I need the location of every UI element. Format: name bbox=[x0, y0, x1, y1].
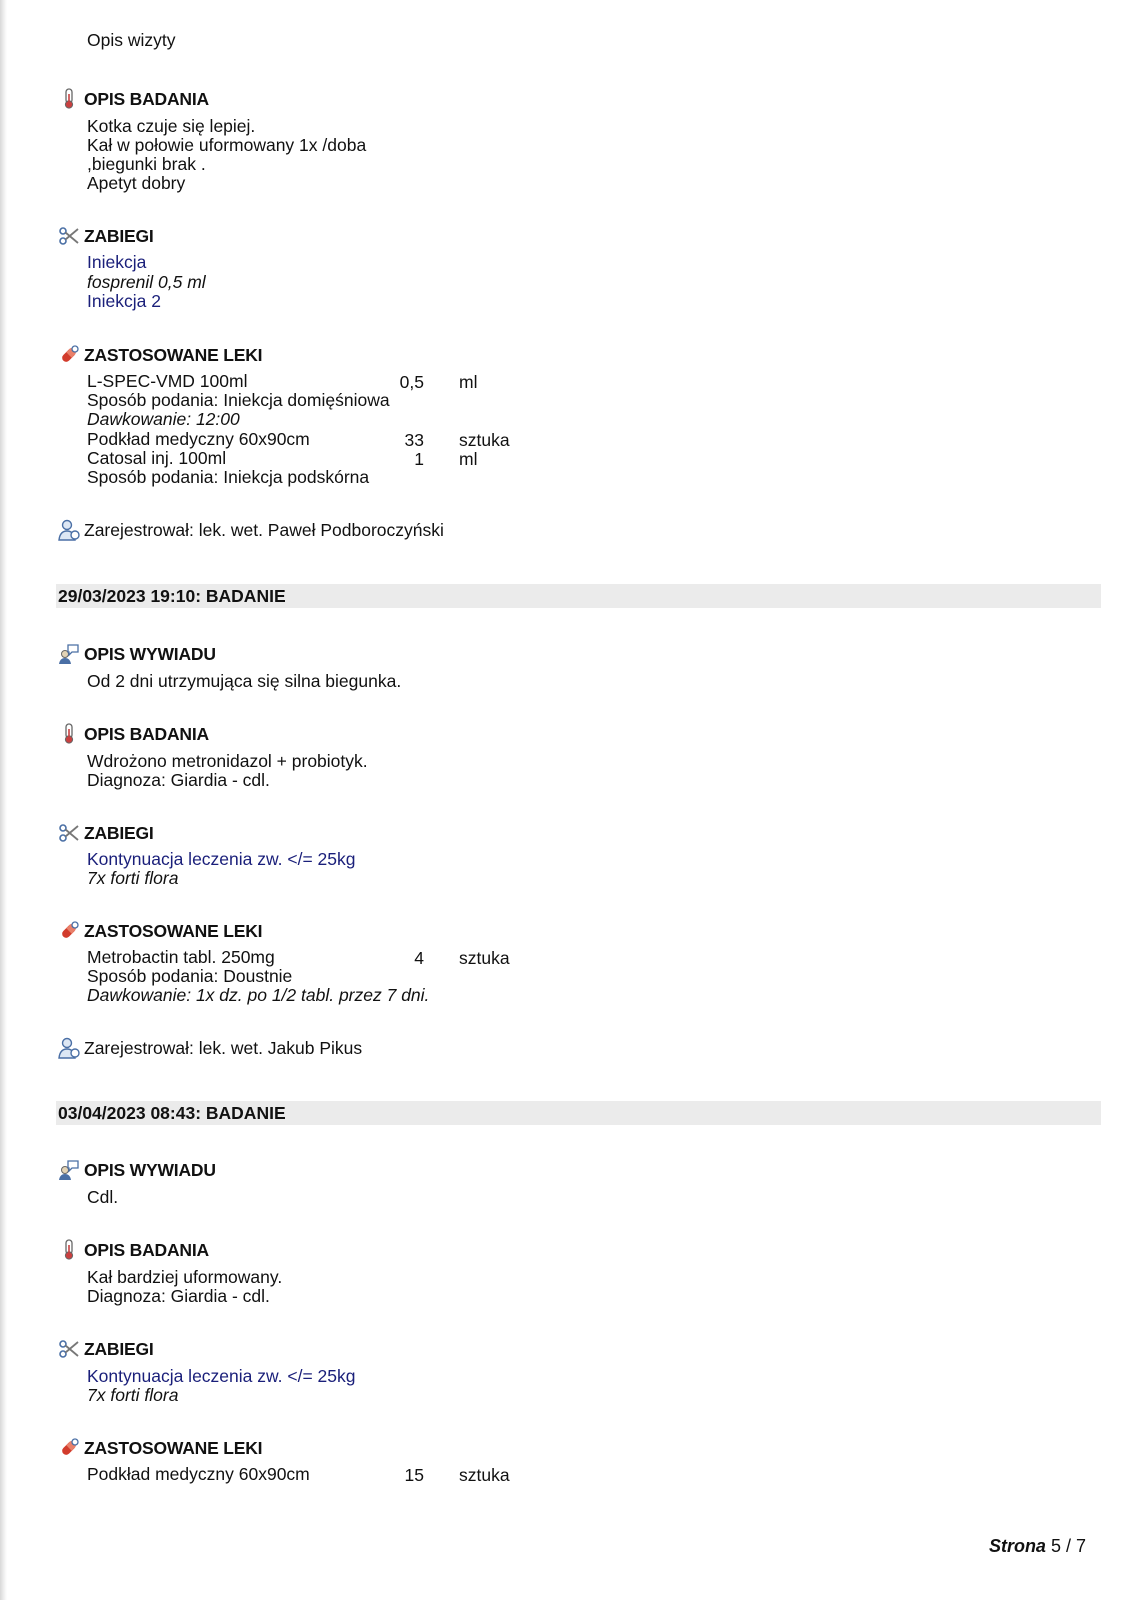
visit-header: 03/04/2023 08:43: BADANIE bbox=[56, 1101, 1101, 1125]
exam-line: Apetyt dobry bbox=[87, 173, 186, 193]
visit-description-label: Opis wizyty bbox=[87, 30, 176, 50]
procedures-section-heading: ZABIEGI bbox=[58, 1338, 154, 1360]
procedures-section-heading: ZABIEGI bbox=[58, 822, 154, 844]
registered-by: Zarejestrował: lek. wet. Jakub Pikus bbox=[58, 1036, 362, 1060]
registered-by: Zarejestrował: lek. wet. Paweł Podboroczyński bbox=[58, 518, 444, 542]
scissors-icon bbox=[58, 225, 80, 247]
medication-qty: 1 bbox=[414, 449, 424, 469]
thermometer-icon bbox=[58, 723, 80, 745]
page-edge bbox=[0, 0, 7, 1600]
procedure-note: 7x forti flora bbox=[87, 868, 179, 888]
medications-section-heading: ZASTOSOWANE LEKI bbox=[58, 920, 262, 942]
procedure-link[interactable]: Kontynuacja leczenia zw. </= 25kg bbox=[87, 849, 356, 869]
exam-line: Kotka czuje się lepiej. bbox=[87, 116, 256, 136]
medication-route: Sposób podania: Doustnie bbox=[87, 966, 293, 986]
page-total: / 7 bbox=[1060, 1536, 1086, 1556]
interview-text: Od 2 dni utrzymująca się silna biegunka. bbox=[87, 671, 402, 691]
user-icon bbox=[58, 1036, 82, 1060]
medication-route: Sposób podania: Iniekcja podskórna bbox=[87, 467, 370, 487]
exam-line: Kał w połowie uformowany 1x /doba bbox=[87, 135, 367, 155]
procedure-link[interactable]: Iniekcja 2 bbox=[87, 291, 161, 311]
medication-unit: sztuka bbox=[459, 1465, 510, 1485]
medication-dosage: Dawkowanie: 12:00 bbox=[87, 409, 240, 429]
medication-qty: 15 bbox=[404, 1465, 424, 1485]
exam-section-heading: OPIS BADANIA bbox=[58, 88, 209, 110]
visit-header: 29/03/2023 19:10: BADANIE bbox=[56, 584, 1101, 608]
medication-name: Catosal inj. 100ml bbox=[87, 448, 227, 468]
medication-unit: sztuka bbox=[459, 948, 510, 968]
exam-line: Diagnoza: Giardia - cdl. bbox=[87, 1286, 270, 1306]
medication-name: Podkład medyczny 60x90cm bbox=[87, 429, 310, 449]
pill-icon bbox=[58, 1437, 80, 1459]
medications-section-heading: ZASTOSOWANE LEKI bbox=[58, 1437, 262, 1459]
procedure-link[interactable]: Iniekcja bbox=[87, 252, 147, 272]
interview-section-heading: OPIS WYWIADU bbox=[58, 1159, 216, 1181]
scissors-icon bbox=[58, 822, 80, 844]
interview-icon bbox=[58, 1159, 80, 1181]
interview-icon bbox=[58, 643, 80, 665]
medication-qty: 0,5 bbox=[399, 372, 424, 392]
page-current: 5 bbox=[1050, 1536, 1061, 1556]
procedure-link[interactable]: Kontynuacja leczenia zw. </= 25kg bbox=[87, 1366, 356, 1386]
medication-qty: 33 bbox=[404, 430, 424, 450]
pill-icon bbox=[58, 920, 80, 942]
medication-unit: sztuka bbox=[459, 430, 510, 450]
medication-unit: ml bbox=[459, 449, 478, 469]
user-icon bbox=[58, 518, 82, 542]
scissors-icon bbox=[58, 1338, 80, 1360]
interview-text: Cdl. bbox=[87, 1187, 119, 1207]
exam-line: Wdrożono metronidazol + probiotyk. bbox=[87, 751, 368, 771]
medication-dosage: Dawkowanie: 1x dz. po 1/2 tabl. przez 7 dni. bbox=[87, 985, 430, 1005]
medication-name: L-SPEC-VMD 100ml bbox=[87, 371, 248, 391]
exam-line: Diagnoza: Giardia - cdl. bbox=[87, 770, 270, 790]
exam-line: ,biegunki brak . bbox=[87, 154, 206, 174]
medication-qty: 4 bbox=[414, 948, 424, 968]
exam-line: Kał bardziej uformowany. bbox=[87, 1267, 283, 1287]
procedure-note: 7x forti flora bbox=[87, 1385, 179, 1405]
thermometer-icon bbox=[58, 88, 80, 110]
procedures-section-heading: ZABIEGI bbox=[58, 225, 154, 247]
medication-route: Sposób podania: Iniekcja domięśniowa bbox=[87, 390, 390, 410]
page-number bbox=[989, 1536, 1086, 1557]
thermometer-icon bbox=[58, 1239, 80, 1261]
medications-section-heading: ZASTOSOWANE LEKI bbox=[58, 344, 262, 366]
medication-unit: ml bbox=[459, 372, 478, 392]
procedure-note: fosprenil 0,5 ml bbox=[87, 272, 206, 292]
exam-section-heading: OPIS BADANIA bbox=[58, 1239, 209, 1261]
medication-name: Metrobactin tabl. 250mg bbox=[87, 947, 275, 967]
interview-section-heading: OPIS WYWIADU bbox=[58, 643, 216, 665]
page-label: Strona bbox=[988, 1536, 1046, 1556]
exam-section-heading: OPIS BADANIA bbox=[58, 723, 209, 745]
pill-icon bbox=[58, 344, 80, 366]
medication-name: Podkład medyczny 60x90cm bbox=[87, 1464, 310, 1484]
